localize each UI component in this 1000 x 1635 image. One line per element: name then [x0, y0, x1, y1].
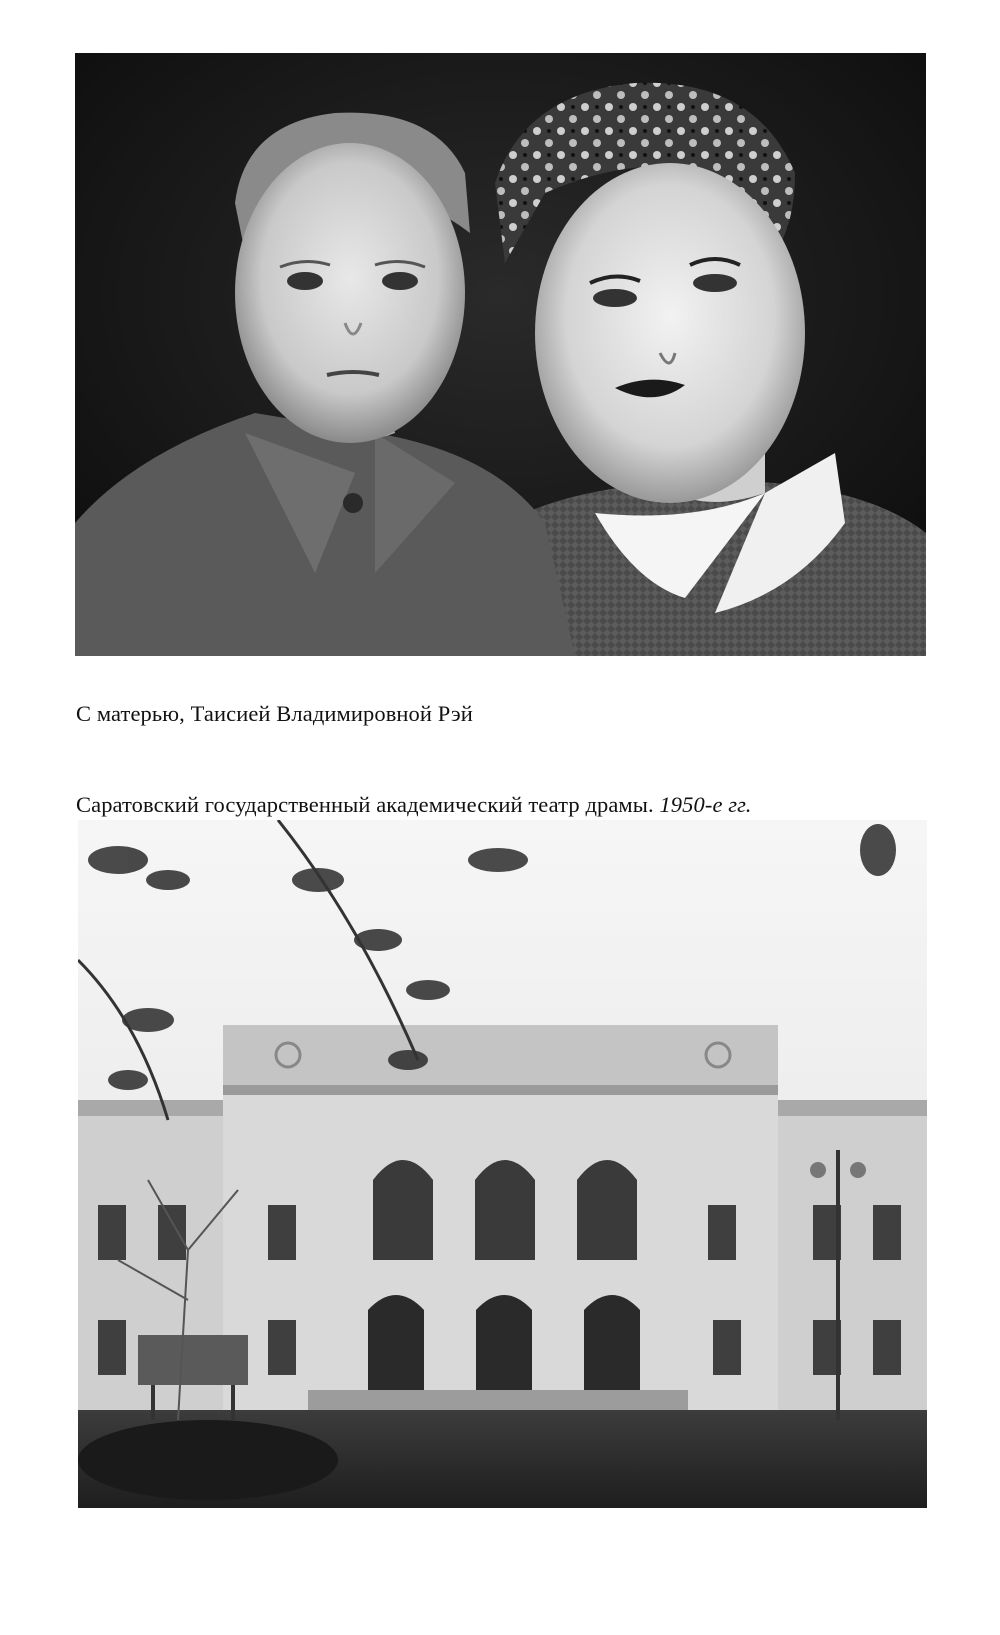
theatre-photo-illustration: [78, 820, 927, 1508]
portrait-caption: С матерью, Таисией Владимировной Рэй: [76, 700, 473, 726]
theatre-caption-date: 1950-е гг.: [659, 791, 752, 817]
theatre-photo: [78, 820, 927, 1508]
portrait-photo: [75, 53, 926, 656]
theatre-caption-text: Саратовский государственный академический театр драмы.: [76, 791, 654, 817]
theatre-caption: [76, 791, 752, 817]
portrait-photo-illustration: [75, 53, 926, 656]
